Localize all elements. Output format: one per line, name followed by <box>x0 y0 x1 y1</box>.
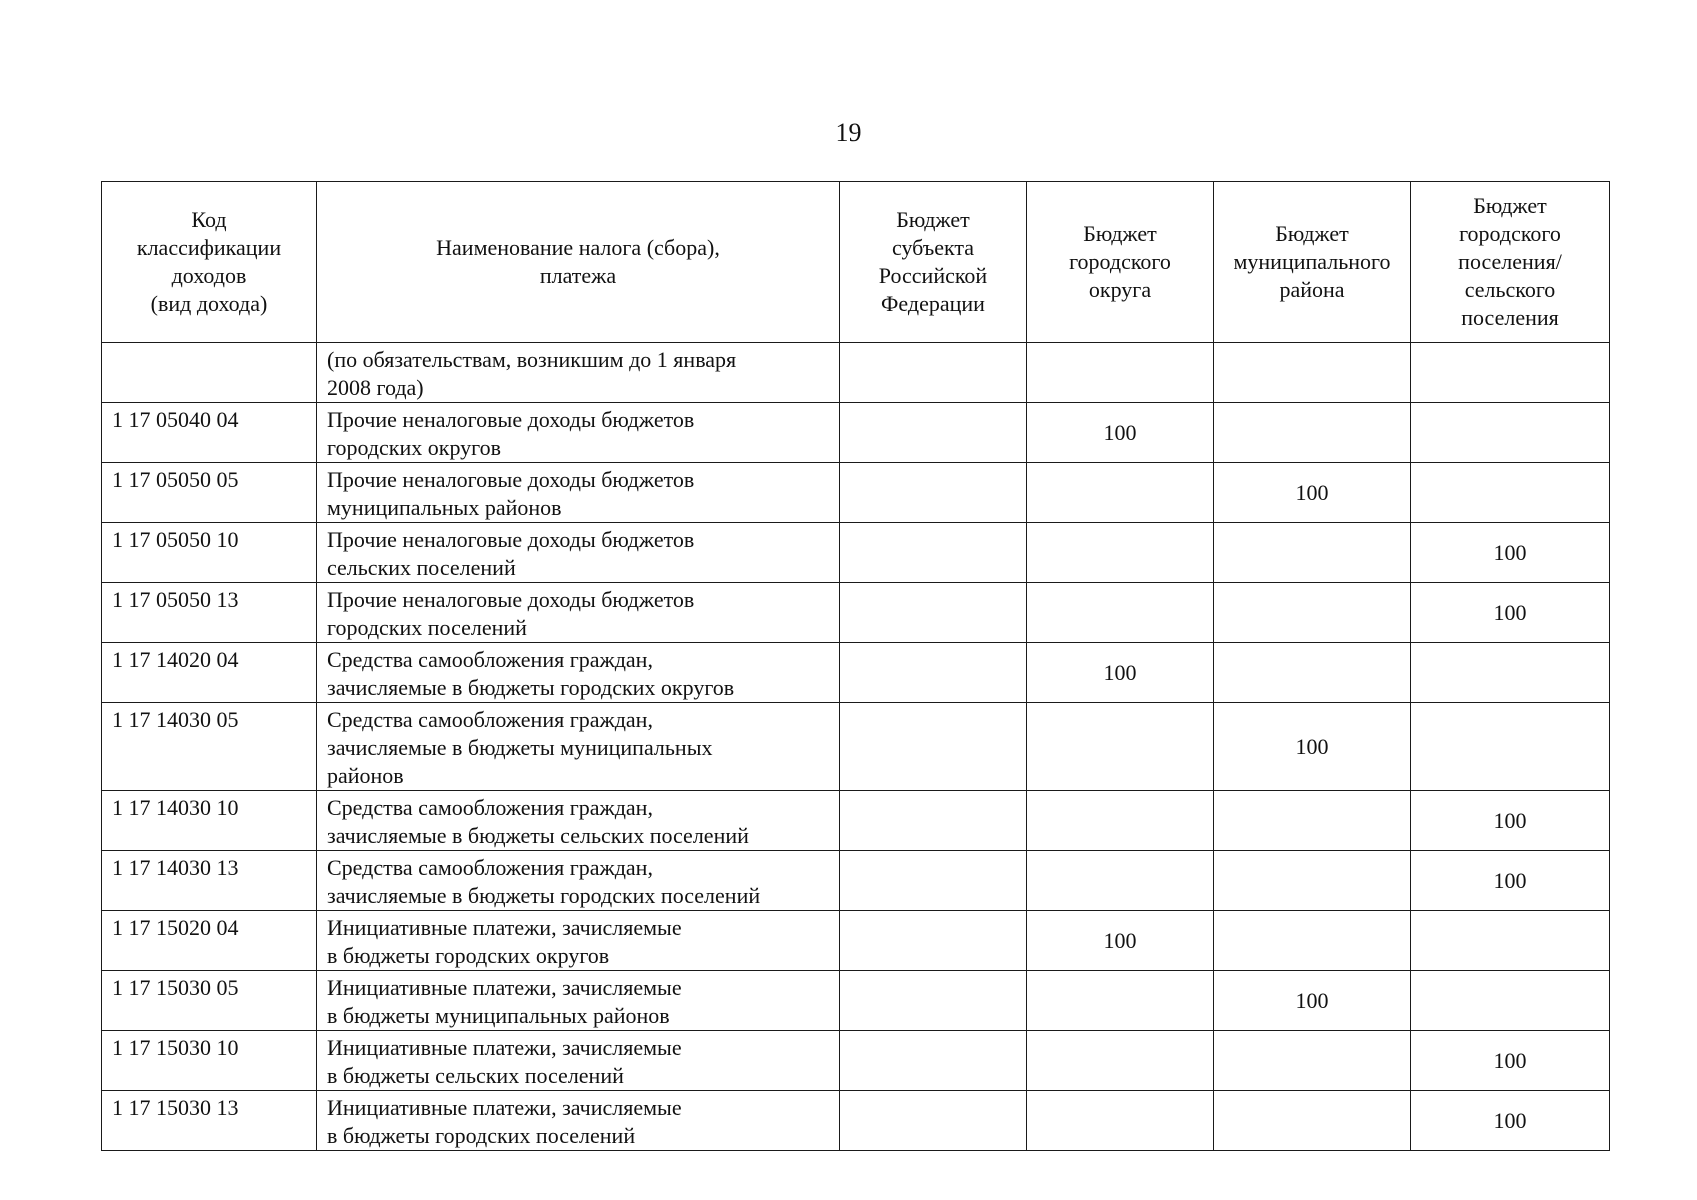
municipal-district-budget-cell: 100 <box>1214 971 1411 1031</box>
subject-budget-cell <box>840 523 1027 583</box>
income-code-cell: 1 17 15030 13 <box>102 1091 317 1151</box>
header-line: Российской <box>878 263 988 288</box>
income-name-cell <box>317 703 840 791</box>
table-row <box>102 971 1610 1031</box>
header-line: Федерации <box>881 291 985 316</box>
income-name-cell <box>317 1031 840 1091</box>
income-name-line: в бюджеты городских поселений <box>327 1123 636 1148</box>
income-name-line: в бюджеты городских округов <box>327 943 610 968</box>
header-line: поселения <box>1461 305 1559 330</box>
income-name-line: зачисляемые в бюджеты городских округов <box>327 675 735 700</box>
income-name-line: зачисляемые в бюджеты сельских поселений <box>327 823 749 848</box>
income-name-cell <box>317 791 840 851</box>
table-row <box>102 791 1610 851</box>
subject-budget-cell <box>840 403 1027 463</box>
table-row <box>102 463 1610 523</box>
table-row <box>102 1031 1610 1091</box>
income-name-line: зачисляемые в бюджеты муниципальных <box>327 735 713 760</box>
settlement-budget-cell: 100 <box>1411 583 1610 643</box>
page-number: 19 <box>835 118 862 147</box>
subject-budget-cell <box>840 1091 1027 1151</box>
header-line: Бюджет <box>1473 193 1547 218</box>
income-code-cell: 1 17 05050 10 <box>102 523 317 583</box>
header-city-district-budget <box>1027 182 1214 343</box>
income-name-line: Прочие неналоговые доходы бюджетов <box>327 467 695 492</box>
table-header-row <box>102 182 1610 343</box>
header-line: классификации <box>136 235 282 260</box>
header-subject-budget <box>840 182 1027 343</box>
header-line: сельского <box>1464 277 1556 302</box>
header-code <box>102 182 317 343</box>
subject-budget-cell <box>840 1031 1027 1091</box>
subject-budget-cell <box>840 583 1027 643</box>
table-row <box>102 1091 1610 1151</box>
municipal-district-budget-cell <box>1214 583 1411 643</box>
income-name-line: зачисляемые в бюджеты городских поселений <box>327 883 761 908</box>
city-district-budget-cell <box>1027 523 1214 583</box>
settlement-budget-cell <box>1411 343 1610 403</box>
header-line: платежа <box>539 263 617 288</box>
header-line: Наименование налога (сбора), <box>436 235 720 260</box>
settlement-budget-cell <box>1411 403 1610 463</box>
municipal-district-budget-cell <box>1214 523 1411 583</box>
subject-budget-cell <box>840 971 1027 1031</box>
header-line: доходов <box>171 263 247 288</box>
subject-budget-cell <box>840 851 1027 911</box>
settlement-budget-cell <box>1411 911 1610 971</box>
income-name-line: Инициативные платежи, зачисляемые <box>327 975 682 1000</box>
income-name-cell <box>317 643 840 703</box>
income-name-line: (по обязательствам, возникшим до 1 января <box>327 347 737 372</box>
income-name-line: городских поселений <box>327 615 527 640</box>
header-line: Код <box>191 207 227 232</box>
income-code-cell: 1 17 15030 05 <box>102 971 317 1031</box>
settlement-budget-cell: 100 <box>1411 851 1610 911</box>
municipal-district-budget-cell <box>1214 1091 1411 1151</box>
income-code-cell: 1 17 05040 04 <box>102 403 317 463</box>
header-municipal-district-budget <box>1214 182 1411 343</box>
municipal-district-budget-cell <box>1214 1031 1411 1091</box>
income-name-cell <box>317 583 840 643</box>
city-district-budget-cell <box>1027 1031 1214 1091</box>
income-code-cell: 1 17 05050 05 <box>102 463 317 523</box>
table-row <box>102 583 1610 643</box>
municipal-district-budget-cell <box>1214 343 1411 403</box>
income-name-line: Инициативные платежи, зачисляемые <box>327 1035 682 1060</box>
header-line: района <box>1279 277 1345 302</box>
city-district-budget-cell <box>1027 343 1214 403</box>
city-district-budget-cell: 100 <box>1027 403 1214 463</box>
municipal-district-budget-cell <box>1214 403 1411 463</box>
settlement-budget-cell <box>1411 703 1610 791</box>
header-line: городского <box>1459 221 1561 246</box>
header-line: округа <box>1088 277 1152 302</box>
subject-budget-cell <box>840 463 1027 523</box>
city-district-budget-cell <box>1027 583 1214 643</box>
income-code-cell: 1 17 15020 04 <box>102 911 317 971</box>
income-code-cell: 1 17 14030 13 <box>102 851 317 911</box>
city-district-budget-cell: 100 <box>1027 911 1214 971</box>
municipal-district-budget-cell: 100 <box>1214 463 1411 523</box>
table-row <box>102 523 1610 583</box>
income-code-cell <box>102 343 317 403</box>
income-name-line: 2008 года) <box>327 375 424 400</box>
income-name-line: Инициативные платежи, зачисляемые <box>327 915 682 940</box>
table-row <box>102 851 1610 911</box>
city-district-budget-cell: 100 <box>1027 643 1214 703</box>
table-row <box>102 343 1610 403</box>
income-name-cell <box>317 1091 840 1151</box>
income-name-cell <box>317 851 840 911</box>
income-name-cell <box>317 403 840 463</box>
income-classification-table <box>101 181 1610 1151</box>
subject-budget-cell <box>840 703 1027 791</box>
income-name-line: Прочие неналоговые доходы бюджетов <box>327 527 695 552</box>
income-name-line: Инициативные платежи, зачисляемые <box>327 1095 682 1120</box>
header-line: Бюджет <box>1083 221 1157 246</box>
municipal-district-budget-cell <box>1214 791 1411 851</box>
income-name-line: муниципальных районов <box>327 495 562 520</box>
city-district-budget-cell <box>1027 791 1214 851</box>
header-line: Бюджет <box>896 207 970 232</box>
municipal-district-budget-cell <box>1214 851 1411 911</box>
header-line: Бюджет <box>1275 221 1349 246</box>
header-line: субъекта <box>891 235 975 260</box>
income-code-cell: 1 17 05050 13 <box>102 583 317 643</box>
income-name-cell <box>317 971 840 1031</box>
municipal-district-budget-cell <box>1214 911 1411 971</box>
income-name-line: городских округов <box>327 435 502 460</box>
table-row <box>102 643 1610 703</box>
income-name-cell <box>317 523 840 583</box>
table-row <box>102 703 1610 791</box>
settlement-budget-cell: 100 <box>1411 791 1610 851</box>
header-line: муниципального <box>1233 249 1391 274</box>
settlement-budget-cell <box>1411 971 1610 1031</box>
income-name-line: Средства самообложения граждан, <box>327 707 653 732</box>
settlement-budget-cell <box>1411 463 1610 523</box>
income-name-line: Средства самообложения граждан, <box>327 795 653 820</box>
city-district-budget-cell <box>1027 1091 1214 1151</box>
table-row <box>102 911 1610 971</box>
municipal-district-budget-cell: 100 <box>1214 703 1411 791</box>
income-name-line: Средства самообложения граждан, <box>327 855 653 880</box>
table-body <box>102 343 1610 1151</box>
income-name-line: Средства самообложения граждан, <box>327 647 653 672</box>
settlement-budget-cell: 100 <box>1411 1091 1610 1151</box>
table-row <box>102 403 1610 463</box>
income-name-cell <box>317 463 840 523</box>
header-line: городского <box>1069 249 1171 274</box>
header-name <box>317 182 840 343</box>
income-name-line: сельских поселений <box>327 555 516 580</box>
income-name-cell <box>317 343 840 403</box>
city-district-budget-cell <box>1027 971 1214 1031</box>
header-line: (вид дохода) <box>150 291 268 316</box>
settlement-budget-cell <box>1411 643 1610 703</box>
income-code-cell: 1 17 14030 05 <box>102 703 317 791</box>
city-district-budget-cell <box>1027 703 1214 791</box>
subject-budget-cell <box>840 643 1027 703</box>
city-district-budget-cell <box>1027 851 1214 911</box>
income-name-cell <box>317 911 840 971</box>
income-name-line: в бюджеты муниципальных районов <box>327 1003 670 1028</box>
subject-budget-cell <box>840 791 1027 851</box>
income-name-line: Прочие неналоговые доходы бюджетов <box>327 407 695 432</box>
income-code-cell: 1 17 14030 10 <box>102 791 317 851</box>
municipal-district-budget-cell <box>1214 643 1411 703</box>
settlement-budget-cell: 100 <box>1411 1031 1610 1091</box>
city-district-budget-cell <box>1027 463 1214 523</box>
subject-budget-cell <box>840 343 1027 403</box>
subject-budget-cell <box>840 911 1027 971</box>
income-name-line: районов <box>327 763 404 788</box>
income-name-line: в бюджеты сельских поселений <box>327 1063 624 1088</box>
settlement-budget-cell: 100 <box>1411 523 1610 583</box>
income-code-cell: 1 17 14020 04 <box>102 643 317 703</box>
header-settlement-budget <box>1411 182 1610 343</box>
header-line: поселения/ <box>1458 249 1562 274</box>
income-name-line: Прочие неналоговые доходы бюджетов <box>327 587 695 612</box>
income-code-cell: 1 17 15030 10 <box>102 1031 317 1091</box>
